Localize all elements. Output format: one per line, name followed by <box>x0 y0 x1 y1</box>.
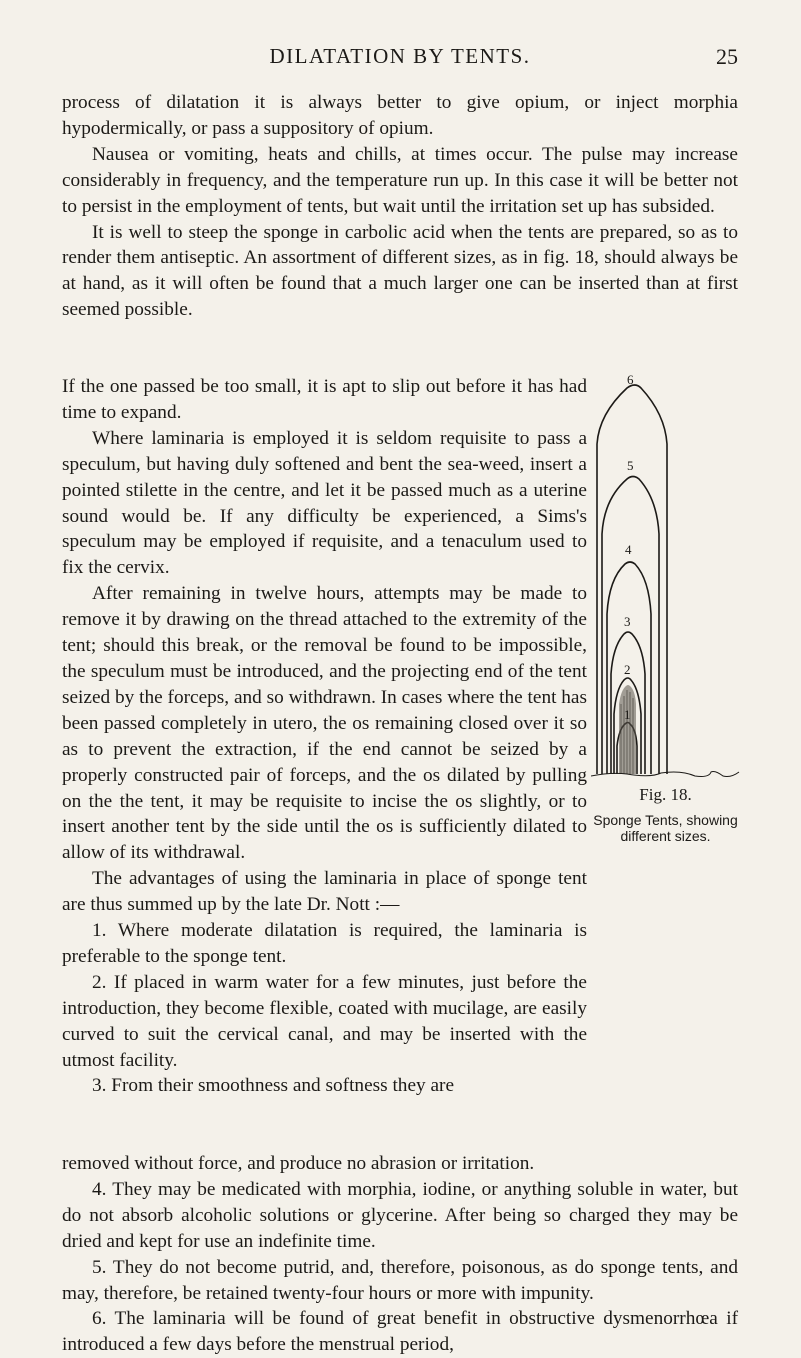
text-block-top <box>62 90 738 323</box>
paragraph: Nausea or vomiting, heats and chills, at times occur. The pulse may increase considerably in frequency, and the temperature run up. In this case it will be better not to persist in the employment of tents, but wait until the irritation set up has subsided. <box>62 143 738 217</box>
tent-core-shading <box>619 685 636 774</box>
figure-label: Fig. 18. <box>639 785 692 804</box>
sponge-tents-figure <box>591 374 740 778</box>
paragraph: The advantages of using the laminaria in place of sponge tent are thus summed up by the late Dr. Nott :— <box>62 868 587 916</box>
tent-number: 5 <box>627 458 634 473</box>
paragraph: 2. If placed in warm water for a few minutes, just before the introduction, they become flexible, coated with mucilage, are easily curved to suit the cervical canal, and may be inserted with the utmost facility. <box>62 971 587 1071</box>
paragraph: It is well to steep the sponge in carbolic acid when the tents are prepared, so as to render them antiseptic. An assortment of different sizes, as in fig. 18, should always be at hand, as it will often be found that a much larger one can be inserted than at first seemed possible. <box>62 221 738 321</box>
tent-number: 4 <box>625 542 632 557</box>
paragraph: removed without force, and produce no abrasion or irritation. <box>62 1153 535 1174</box>
paragraph: 5. They do not become putrid, and, therefore, poisonous, as do sponge tents, and may, therefore, be retained twenty-four hours or more with impunity. <box>62 1256 738 1304</box>
page-number: 25 <box>716 44 738 69</box>
paragraph: 3. From their smoothness and softness they are <box>92 1075 455 1097</box>
running-head: DILATATION BY TENTS. <box>269 44 531 68</box>
tent-number: 3 <box>624 614 631 629</box>
text-block-beside-figure <box>62 374 587 1099</box>
paragraph: After remaining in twelve hours, attempts may be made to remove it by drawing on the thread attached to the extremity of the tent; should this break, or the removal be found to be impossible, the speculum must be introduced, and the projecting end of the tent seized by the forceps, and so withdrawn. In cases where the tent has been passed completely in utero, the os remaining closed over it so as to prevent the extraction, if the end cannot be seized by a properly constructed pair of forceps, and the os dilated by pulling on the the tent, it may be requisite to incise the os slightly, or to insert another tent by the side until the os is sufficiently dilated to allow of its withdrawal. <box>62 583 587 864</box>
paragraph: process of dilatation it is always better to give opium, or inject morphia hypodermically, or pass a suppository of opium. <box>62 92 738 139</box>
page-header <box>62 44 738 74</box>
paragraph: 1. Where moderate dilatation is required, the laminaria is preferable to the sponge tent. <box>62 920 587 967</box>
paragraph: Where laminaria is employed it is seldom requisite to pass a speculum, but having duly softened and bent the sea-weed, insert a pointed stilette in the centre, and let it be passed much as a uterine sound would be. If any difficulty be experienced, a Sims's speculum may be employed if requisite, and a tenaculum used to fix the cervix. <box>62 427 587 579</box>
tent-number: 6 <box>627 374 634 387</box>
paragraph: 4. They may be medicated with morphia, iodine, or anything soluble in water, but do not absorb alcoholic solutions or glycerine. After being so charged they may be dried and kept for use an indefinite time. <box>62 1178 738 1252</box>
sponge-tents-illustration <box>591 374 740 778</box>
paragraph: 6. The laminaria will be found of great benefit in obstructive dysmenorrhœa if introduced a few days before the menstrual period, <box>62 1308 738 1356</box>
figure-caption: Sponge Tents, showing different sizes. <box>593 812 738 844</box>
text-block-bottom <box>62 1151 738 1358</box>
paragraph: If the one passed be too small, it is apt to slip out before it has had time to expand. <box>62 376 587 423</box>
tent-number: 2 <box>624 662 631 677</box>
tent-number: 1 <box>624 707 631 722</box>
